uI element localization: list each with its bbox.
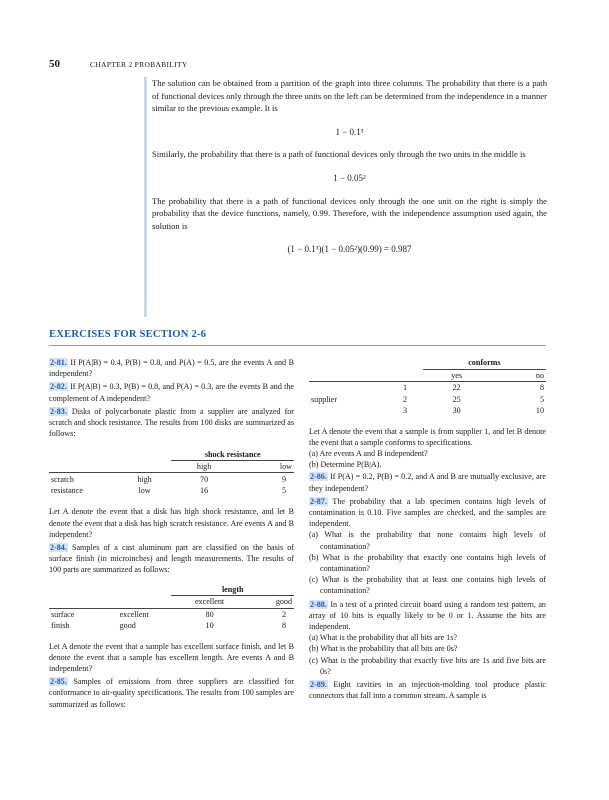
- column-header: no: [535, 370, 544, 380]
- table-group-header: shock resistance: [171, 448, 294, 460]
- table-row: supplier 2 25 5: [311, 394, 544, 404]
- exercise-2-82: 2-82. If P(A|B) = 0.3, P(B) = 0.8, and P(A) = 0.3, are the events B and the complement of A independent?: [49, 382, 294, 403]
- left-column: [49, 357, 294, 710]
- page-number: 50: [49, 58, 60, 70]
- section-title: EXERCISES FOR SECTION 2-6: [49, 329, 207, 340]
- exercise-2-87: 2-87. The probability that a lab specimen contains high levels of contamination is 0.10. Five samples are checked, and the samples are independent.: [309, 496, 546, 529]
- table-row: scratch high 70 9: [49, 473, 294, 485]
- chapter-title: CHAPTER 2 PROBABILITY: [90, 60, 188, 69]
- table-group-header: conforms: [423, 357, 546, 369]
- exercise-2-88-c: (c) What is the probability that exactly five bits are 1s and five bits are 0s?: [309, 655, 546, 676]
- exercise-number: 2-83.: [50, 406, 67, 416]
- right-column: [309, 357, 546, 701]
- equation-1: 1 − 0.1³: [335, 126, 364, 137]
- exercise-2-87-a: (a) What is the probability that none contains high levels of contamination?: [309, 530, 546, 551]
- table-group-header: length: [171, 584, 294, 596]
- column-header: low: [279, 462, 292, 472]
- exercise-2-85: 2-85. Samples of emissions from three suppliers are classified for conformance to air-quality specifications. The results from 100 samples are summarized as follows:: [49, 677, 294, 709]
- exercise-2-86: 2-86. If P(A) = 0.2, P(B) = 0.2, and A and B are mutually exclusive, are they independent?: [309, 472, 546, 493]
- column-header: yes: [451, 370, 463, 380]
- table-row: surface excellent 80 2: [49, 608, 294, 620]
- exercise-2-83-question: Let A denote the event that a disk has high shock resistance, and let B denote the event that a disk has high scratch resistance. Are events A and B independent?: [49, 507, 294, 539]
- exercise-number: 2-82.: [50, 382, 67, 392]
- exercise-number: 2-87.: [310, 496, 327, 506]
- column-header: good: [275, 597, 292, 607]
- exercise-2-88-b: (b) What is the probability that all bits are 0s?: [309, 644, 458, 654]
- solution-paragraph-1: The solution can be obtained from a partition of the graph into three columns. The probability that there is a path of functional devices only through the three units on the left can be determined from the independence in a manner similar to the previous example. It is: [152, 78, 547, 114]
- supplier-conforms-table: [309, 357, 546, 417]
- solution-paragraph-3: The probability that there is a path of functional devices only through the one unit on the right is simply the probability that the device functions, namely, 0.99. Therefore, with the independence assumption used again, the solution is: [152, 195, 547, 231]
- table-row: 1 22 8: [309, 382, 546, 394]
- exercise-2-88-a: (a) What is the probability that all bits are 1s?: [309, 633, 457, 643]
- shock-resistance-table: [49, 448, 294, 496]
- exercise-number: 2-81.: [50, 358, 67, 367]
- column-header: high: [196, 462, 212, 472]
- exercise-2-88: 2-88. In a test of a printed circuit board using a random test pattern, an array of 10 bits is equally likely to be 0 or 1. Assume the bits are independent.: [309, 599, 546, 631]
- exercise-number: 2-89.: [310, 679, 327, 689]
- exercise-2-85-a: (a) Are events A and B independent?: [309, 448, 428, 458]
- table-row: 3 30 10: [402, 406, 544, 416]
- surface-length-table: [49, 584, 294, 632]
- exercise-2-81: 2-81. If P(A|B) = 0.4, P(B) = 0.8, and P(A) = 0.5, are the events A and B independent?: [49, 358, 294, 379]
- exercise-2-84-question: Let A denote the event that a sample has excellent surface finish, and let B denote the event that a sample has excellent length. Are events A and B independent?: [49, 641, 294, 674]
- table-row: finish good 10 8: [51, 621, 286, 631]
- exercise-2-85-question: Let A denote the event that a sample is from supplier 1, and let B denote the event that a sample conforms to specifications.: [309, 426, 546, 447]
- exercise-number: 2-85.: [50, 677, 67, 687]
- table-row: resistance low 16 5: [51, 486, 286, 496]
- equation-3: (1 − 0.1³)(1 − 0.05²)(0.99) = 0.987: [287, 244, 412, 255]
- exercise-2-89: 2-89. Eight cavities in an injection-molding tool produce plastic connectors that fall into a common stream. A sample is: [309, 679, 546, 701]
- exercise-number: 2-86.: [310, 472, 327, 482]
- exercise-2-84: 2-84. Samples of a cast aluminum part are classified on the basis of surface finish (in microinches) and length measurements. The results of 100 parts are summarized as follows:: [49, 543, 294, 575]
- equation-2: 1 − 0.05²: [333, 172, 366, 183]
- section-divider: [49, 345, 546, 346]
- exercise-number: 2-84.: [50, 543, 67, 553]
- exercise-2-85-b: (b) Determine P(B|A).: [309, 460, 382, 470]
- exercise-number: 2-88.: [310, 599, 327, 609]
- exercise-2-87-b: (b) What is the probability that exactly one contains high levels of contamination?: [309, 552, 546, 573]
- column-header: excellent: [194, 597, 225, 607]
- solution-block: [144, 77, 549, 317]
- exercise-2-87-c: (c) What is the probability that at least one contains high levels of contamination?: [309, 575, 546, 596]
- exercise-2-83: 2-83. Disks of polycarbonate plastic from a supplier are analyzed for scratch and shock resistance. The results from 100 disks are summarized as follows:: [49, 406, 295, 439]
- solution-paragraph-2: Similarly, the probability that there is a path of functional devices only through the two units in the middle is: [152, 149, 526, 160]
